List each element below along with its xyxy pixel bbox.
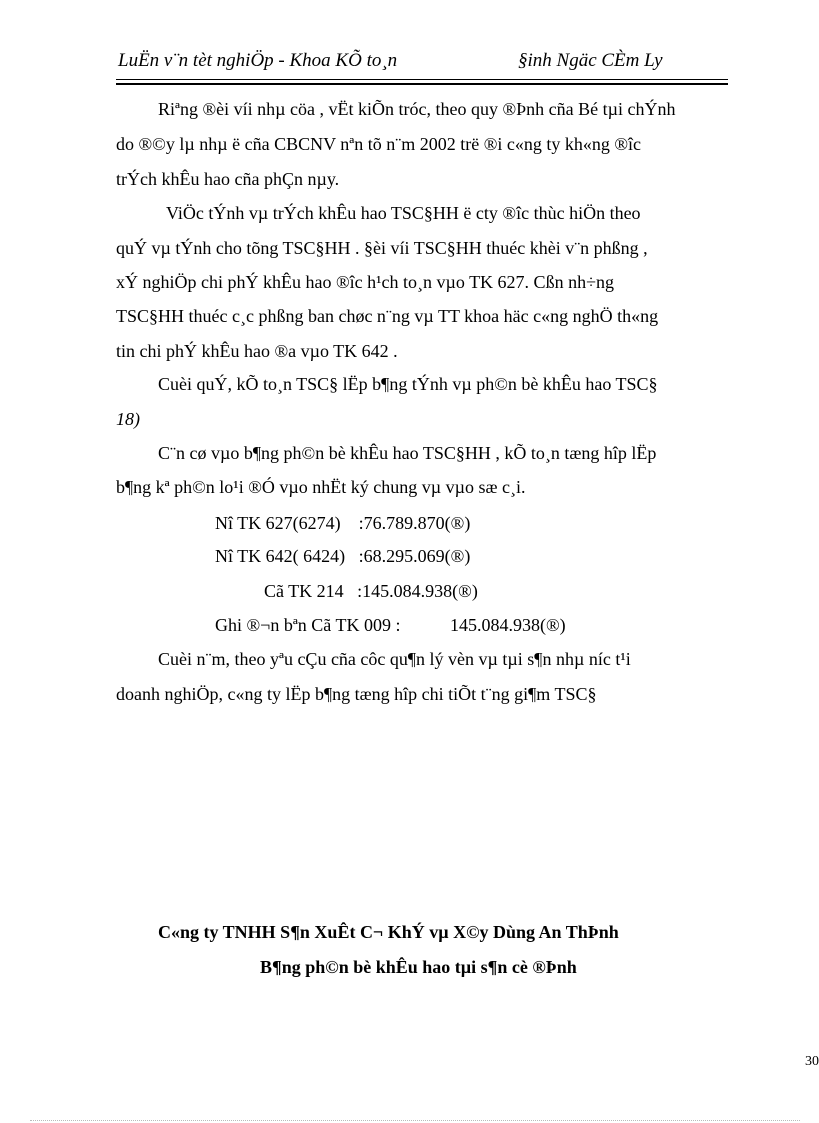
company-name-heading: C«ng ty TNHH S¶n XuÊt C¬ KhÝ vµ X©y Dùng An ThÞnh [158, 922, 619, 942]
body-line: tin chi phÝ khÊu hao ®a vµo TK 642 . [116, 341, 398, 361]
body-line: TSC§HH thuéc c¸c phßng ban chøc n¨ng vµ TT khoa häc c«ng nghÖ th«ng [116, 306, 659, 326]
header-thesis-title: LuËn v¨n tèt nghiÖp - Khoa KÕ to¸n [118, 50, 398, 71]
journal-entry-credit-214: Cã TK 214 :145.084.938(®) [264, 581, 478, 601]
body-line: trÝch khÊu hao cña phÇn nµy. [116, 169, 340, 189]
page-number: 30 [805, 1054, 819, 1069]
header-author-name: §inh Ngäc CÈm Ly [518, 50, 663, 71]
header-rule-thin [116, 79, 728, 80]
journal-entry-debit-627: Nî TK 627(6274) :76.789.870(®) [215, 513, 471, 533]
body-line: C¨n cø vµo b¶ng ph©n bè khÊu hao TSC§HH , kÕ to¸n tæng hîp lËp [158, 443, 657, 463]
body-line: xÝ nghiÖp chi phÝ khÊu hao ®îc h¹ch to¸n vµo TK 627. Cßn nh÷ng [116, 272, 614, 292]
body-line: 18) [116, 409, 140, 429]
body-line: ViÖc tÝnh vµ trÝch khÊu hao TSC§HH ë cty ®îc thùc hiÖn theo [166, 203, 641, 223]
journal-entry-009: Ghi ®¬n bªn Cã TK 009 : 145.084.938(®) [215, 615, 566, 635]
body-line: Riªng ®èi víi nhµ cöa , vËt kiÕn tróc, theo quy ®Þnh cña Bé tµi chÝnh [158, 99, 676, 119]
table-title-heading: B¶ng ph©n bè khÊu hao tµi s¶n cè ®Þnh [260, 957, 577, 977]
page-bottom-dotted-line [30, 1120, 800, 1121]
body-line: Cuèi quÝ, kÕ to¸n TSC§ lËp b¶ng tÝnh vµ ph©n bè khÊu hao TSC§ [158, 374, 658, 394]
body-line: quÝ vµ tÝnh cho tõng TSC§HH . §èi víi TSC§HH thuéc khèi v¨n phßng , [116, 238, 648, 258]
body-line: Cuèi n¨m, theo yªu cÇu cña côc qu¶n lý vèn vµ tµi s¶n nhµ níc t¹i [158, 649, 631, 669]
body-line: doanh nghiÖp, c«ng ty lËp b¶ng tæng hîp chi tiÕt t¨ng gi¶m TSC§ [116, 684, 597, 704]
body-line: do ®©y lµ nhµ ë cña CBCNV nªn tõ n¨m 2002 trë ®i c«ng ty kh«ng ®îc [116, 134, 642, 154]
header-rule-thick [116, 83, 728, 85]
journal-entry-debit-642: Nî TK 642( 6424) :68.295.069(®) [215, 546, 471, 566]
body-line: b¶ng kª ph©n lo¹i ®Ó vµo nhËt ký chung vµ vµo sæ c¸i. [116, 477, 526, 497]
